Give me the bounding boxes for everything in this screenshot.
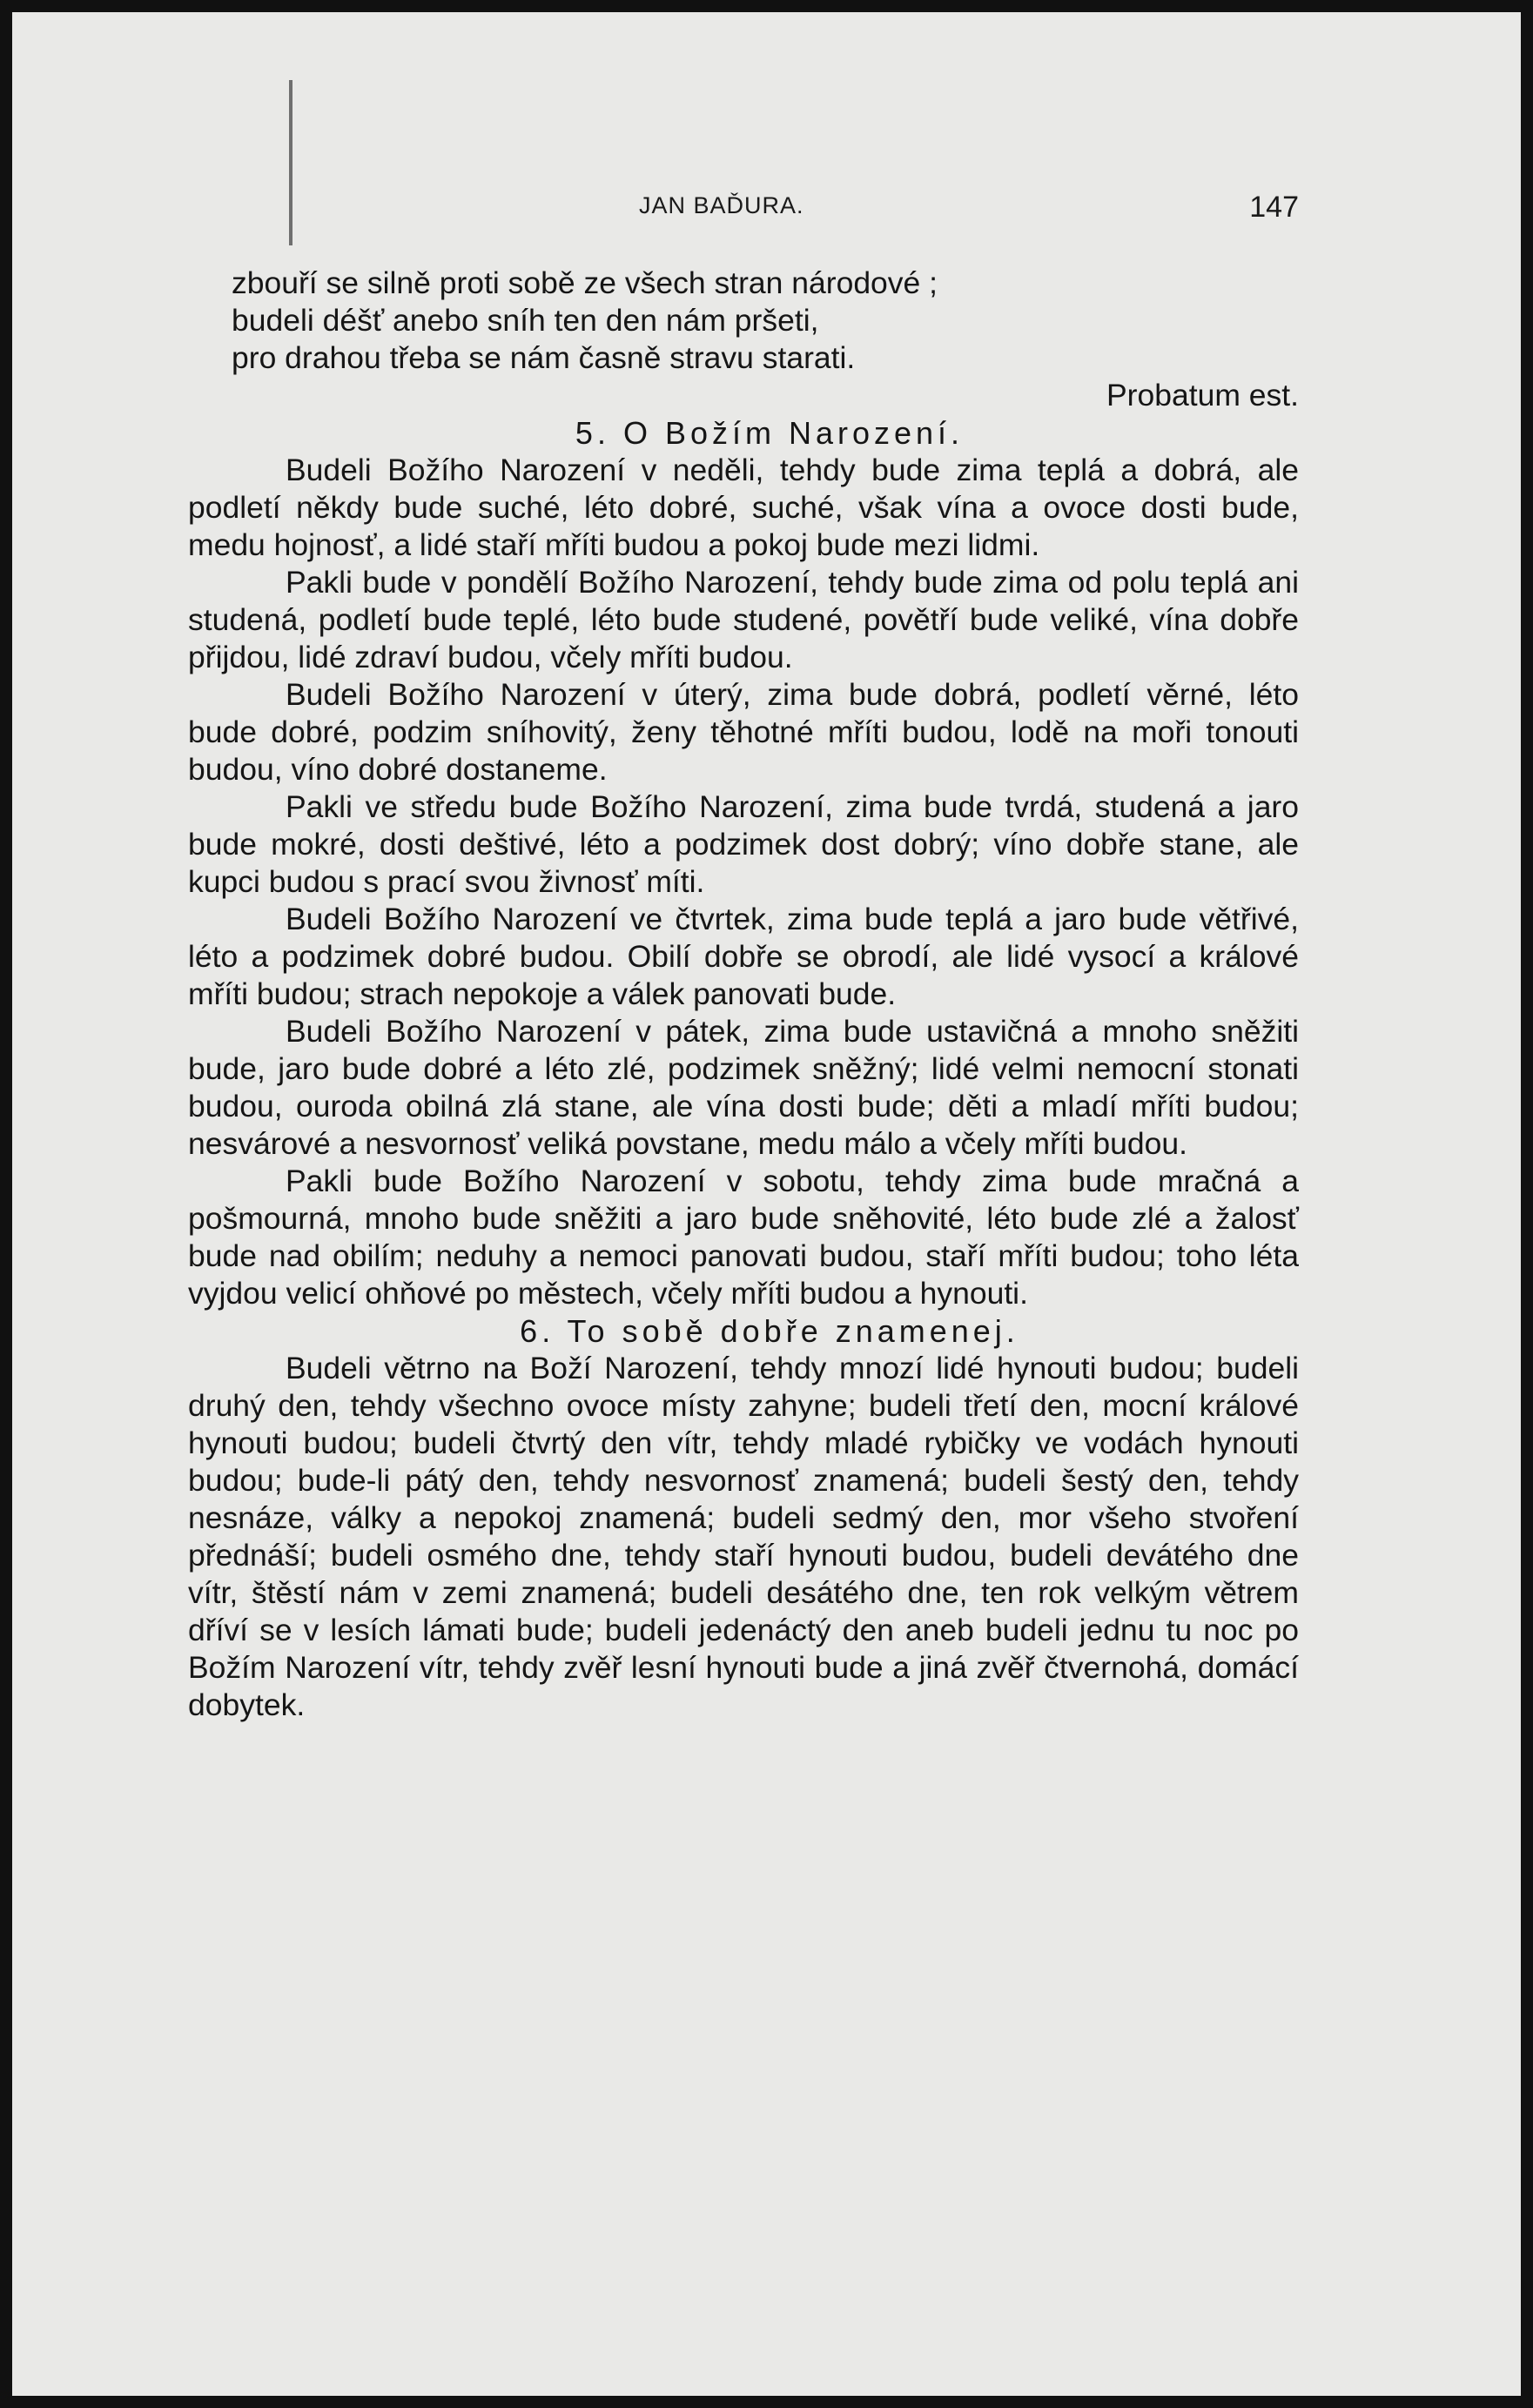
book-page: [12, 12, 1521, 2396]
body-text: [188, 265, 1299, 1724]
paragraph: Budeli Božího Narození v úterý, zima bude dobrá, podletí věrné, léto bude dobré, podzim sníhovitý, ženy těhotné mříti budou, lodě na moři tonouti budou, víno dobré dostaneme.: [188, 677, 1299, 787]
verse-line: budeli déšť anebo sníh ten den nám pršeti,: [232, 303, 819, 338]
paragraph: Budeli Božího Narození v pátek, zima bude ustavičná a mnoho sněžiti bude, jaro bude dobré a léto zlé, podzimek sněžný; lidé velmi nemocní stonati budou, ouroda obilná zlá stane, ale vína dosti bude; děti a mladí mříti budou; nesvárové a nesvornosť veliká povstane, medu málo a včely mříti budou.: [188, 1014, 1299, 1161]
section-heading-6: 6. To sobě dobře znamenej.: [520, 1313, 1019, 1349]
verse-line: zbouří se silně proti sobě ze všech stran národové ;: [232, 265, 938, 300]
paragraph: Budeli Božího Narození v neděli, tehdy bude zima teplá a dobrá, ale podletí někdy bude suché, léto dobré, suché, však vína a ovoce dosti bude, medu hojnosť, a lidé staří mříti budou a pokoj bude mezi lidmi.: [188, 453, 1299, 562]
page-header: [12, 191, 1521, 225]
verse-line: pro drahou třeba se nám časně stravu starati.: [232, 340, 856, 375]
paragraph: Pakli bude Božího Narození v sobotu, tehdy zima bude mračná a pošmourná, mnoho bude sněžiti a jaro bude sněhovité, léto bude zlé a žalosť bude nad obilím; neduhy a nemoci panovati budou, staří mříti budou; toho léta vyjdou velicí ohňové po městech, včely mříti budou a hynouti.: [188, 1164, 1299, 1311]
paragraph: Budeli Božího Narození ve čtvrtek, zima bude teplá a jaro bude větřivé, léto a podzimek dobré budou. Obilí dobře se obrodí, ale lidé vysocí a králové mříti budou; strach nepokoje a válek panovati bude.: [188, 902, 1299, 1011]
paragraph: Pakli ve středu bude Božího Narození, zima bude tvrdá, studená a jaro bude mokré, dosti deštivé, léto a podzimek dost dobrý; víno dobře stane, ale kupci budou s prací svou živnosť míti.: [188, 789, 1299, 899]
paragraph: Pakli bude v pondělí Božího Narození, tehdy bude zima od polu teplá ani studená, podletí bude teplé, léto bude studené, povětří bude veliké, vína dobře přijdou, lidé zdraví budou, včely mříti budou.: [188, 565, 1299, 674]
section-heading-5: 5. O Božím Narození.: [575, 415, 965, 451]
verse-block: [232, 265, 1299, 377]
page-number: 147: [1249, 191, 1299, 224]
paragraph: Budeli větrno na Boží Narození, tehdy mnozí lidé hynouti budou; budeli druhý den, tehdy všechno ovoce místy zahyne; budeli třetí den, mocní králové hynouti budou; budeli čtvrtý den vítr, tehdy mladé rybičky ve vodách hynouti budou; bude-li pátý den, tehdy nesvornosť znamená; budeli šestý den, tehdy nesnáze, války a nepokoj znamená; budeli sedmý den, mor všeho stvoření přednáší; budeli osmého dne, tehdy staří hynouti budou, budeli devátého dne vítr, štěstí nám v zemi znamená; budeli desátého dne, ten rok velkým větrem dříví se v lesích lámati bude; budeli jedenáctý den aneb budeli jednu tu noc po Božím Narození vítr, tehdy zvěř lesní hynouti bude a jiná zvěř čtvernohá, domácí dobytek.: [188, 1351, 1299, 1722]
running-head: JAN BAĎURA.: [639, 192, 804, 218]
signoff: Probatum est.: [1106, 378, 1299, 413]
